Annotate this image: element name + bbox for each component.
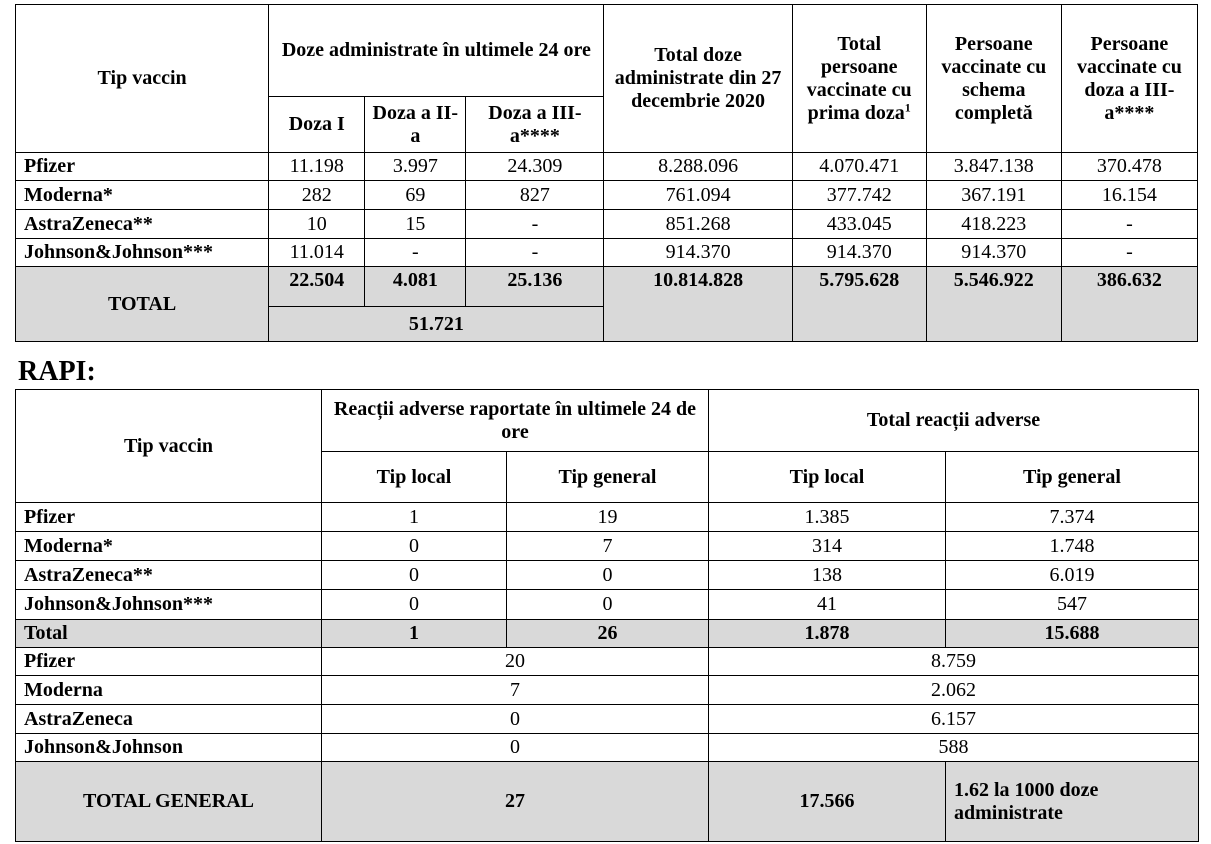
total-row: [16, 620, 1199, 648]
table-row: [16, 532, 1199, 561]
vaccine-name: AstraZeneca**: [16, 561, 322, 590]
vaccine-name: Pfizer: [16, 503, 322, 532]
table-row: [16, 561, 1199, 590]
vaccine-name: Moderna: [16, 676, 322, 705]
total-doses-value: 851.268: [604, 210, 792, 239]
header-vaccine-type: Tip vaccin: [16, 5, 269, 153]
header-local-total: Tip local: [709, 452, 946, 503]
total-doses-value: 914.370: [604, 239, 792, 267]
vaccine-name: Moderna*: [16, 532, 322, 561]
summary-total-value: 588: [709, 734, 1199, 762]
vaccine-name: Pfizer: [16, 648, 322, 676]
dose-1-value: 11.014: [269, 239, 365, 267]
complete-schema-value: 3.847.138: [926, 153, 1061, 181]
dose-3-value: -: [466, 239, 604, 267]
adverse-reactions-table: [15, 389, 1199, 842]
third-dose-persons-value: 370.478: [1061, 153, 1197, 181]
general-24h-value: 0: [507, 561, 709, 590]
dose-3-value: 827: [466, 181, 604, 210]
rapi-heading: RAPI:: [18, 356, 96, 387]
summary-total-value: 8.759: [709, 648, 1199, 676]
first-dose-value: 4.070.471: [792, 153, 926, 181]
total-general-24h: 27: [322, 762, 709, 842]
total-first-dose: 5.795.628: [792, 267, 926, 342]
total-label: Total: [16, 620, 322, 648]
complete-schema-value: 418.223: [926, 210, 1061, 239]
first-dose-value: 914.370: [792, 239, 926, 267]
dose-1-value: 282: [269, 181, 365, 210]
dose-2-value: 69: [365, 181, 466, 210]
vaccine-name: Johnson&Johnson***: [16, 590, 322, 620]
total-general-row: [16, 762, 1199, 842]
total-24h-sum: 51.721: [269, 307, 604, 342]
header-reactions-total: Total reacții adverse: [709, 390, 1199, 452]
dose-2-value: 3.997: [365, 153, 466, 181]
local-total-value: 41: [709, 590, 946, 620]
vaccine-name: Johnson&Johnson***: [16, 239, 269, 267]
local-24h-value: 0: [322, 532, 507, 561]
vaccine-name: Johnson&Johnson: [16, 734, 322, 762]
general-total-value: 547: [946, 590, 1199, 620]
table-row: [16, 239, 1198, 267]
table-row: [16, 153, 1198, 181]
table-row: [16, 503, 1199, 532]
summary-24h-value: 0: [322, 705, 709, 734]
local-total-value: 1.385: [709, 503, 946, 532]
total-doses-sum: 10.814.828: [604, 267, 792, 342]
table-row: [16, 181, 1198, 210]
header-dose-1: Doza I: [269, 97, 365, 153]
header-first-dose-text: Total persoane vaccinate cu prima doza: [806, 32, 912, 124]
complete-schema-value: 367.191: [926, 181, 1061, 210]
dose-3-value: -: [466, 210, 604, 239]
dose-2-value: 15: [365, 210, 466, 239]
summary-24h-value: 0: [322, 734, 709, 762]
header-first-dose: [792, 5, 926, 153]
header-reactions-24h: Reacții adverse raportate în ultimele 24 de ore: [322, 390, 709, 452]
first-dose-value: 377.742: [792, 181, 926, 210]
total-dose-1: 22.504: [269, 267, 365, 307]
general-total-value: 1.748: [946, 532, 1199, 561]
general-total-value: 7.374: [946, 503, 1199, 532]
header-general-24h: Tip general: [507, 452, 709, 503]
dose-3-value: 24.309: [466, 153, 604, 181]
header-general-total: Tip general: [946, 452, 1199, 503]
table-row: [16, 590, 1199, 620]
total-general-label: TOTAL GENERAL: [16, 762, 322, 842]
summary-row: [16, 676, 1199, 705]
footnote-marker: 1: [904, 99, 911, 114]
summary-24h-value: 7: [322, 676, 709, 705]
vaccination-doses-table: [15, 4, 1198, 342]
total-doses-value: 8.288.096: [604, 153, 792, 181]
general-24h-value: 0: [507, 590, 709, 620]
total-dose-3: 25.136: [466, 267, 604, 307]
header-local-24h: Tip local: [322, 452, 507, 503]
general-24h-value: 7: [507, 532, 709, 561]
local-24h-value: 0: [322, 590, 507, 620]
local-24h-value: 1: [322, 503, 507, 532]
total-doses-value: 761.094: [604, 181, 792, 210]
general-total-value: 6.019: [946, 561, 1199, 590]
total-local-24h: 1: [322, 620, 507, 648]
vaccine-name: Pfizer: [16, 153, 269, 181]
third-dose-persons-value: 16.154: [1061, 181, 1197, 210]
vaccine-name: AstraZeneca: [16, 705, 322, 734]
total-general-sum: 17.566: [709, 762, 946, 842]
complete-schema-value: 914.370: [926, 239, 1061, 267]
total-row: [16, 267, 1198, 307]
dose-2-value: -: [365, 239, 466, 267]
total-complete-schema: 5.546.922: [926, 267, 1061, 342]
header-dose-3: Doza a III-a****: [466, 97, 604, 153]
summary-row: [16, 648, 1199, 676]
table-row: [16, 210, 1198, 239]
local-24h-value: 0: [322, 561, 507, 590]
header-total-doses: Total doze administrate din 27 decembrie 2020: [604, 5, 792, 153]
third-dose-persons-value: -: [1061, 239, 1197, 267]
vaccine-name: Moderna*: [16, 181, 269, 210]
local-total-value: 138: [709, 561, 946, 590]
total-dose-2: 4.081: [365, 267, 466, 307]
header-dose-2: Doza a II-a: [365, 97, 466, 153]
summary-24h-value: 20: [322, 648, 709, 676]
header-third-dose-persons: Persoane vaccinate cu doza a III-a****: [1061, 5, 1197, 153]
total-general-total: 15.688: [946, 620, 1199, 648]
header-doses-24h: Doze administrate în ultimele 24 ore: [269, 5, 604, 97]
summary-total-value: 2.062: [709, 676, 1199, 705]
total-third-dose-persons: 386.632: [1061, 267, 1197, 342]
summary-row: [16, 705, 1199, 734]
local-total-value: 314: [709, 532, 946, 561]
summary-total-value: 6.157: [709, 705, 1199, 734]
dose-1-value: 11.198: [269, 153, 365, 181]
header-complete-schema: Persoane vaccinate cu schema completă: [926, 5, 1061, 153]
total-local-total: 1.878: [709, 620, 946, 648]
total-general-rate: 1.62 la 1000 doze administrate: [946, 762, 1199, 842]
general-24h-value: 19: [507, 503, 709, 532]
summary-row: [16, 734, 1199, 762]
first-dose-value: 433.045: [792, 210, 926, 239]
header-vaccine-type: Tip vaccin: [16, 390, 322, 503]
total-label: TOTAL: [16, 267, 269, 342]
dose-1-value: 10: [269, 210, 365, 239]
third-dose-persons-value: -: [1061, 210, 1197, 239]
total-general-24h: 26: [507, 620, 709, 648]
vaccine-name: AstraZeneca**: [16, 210, 269, 239]
